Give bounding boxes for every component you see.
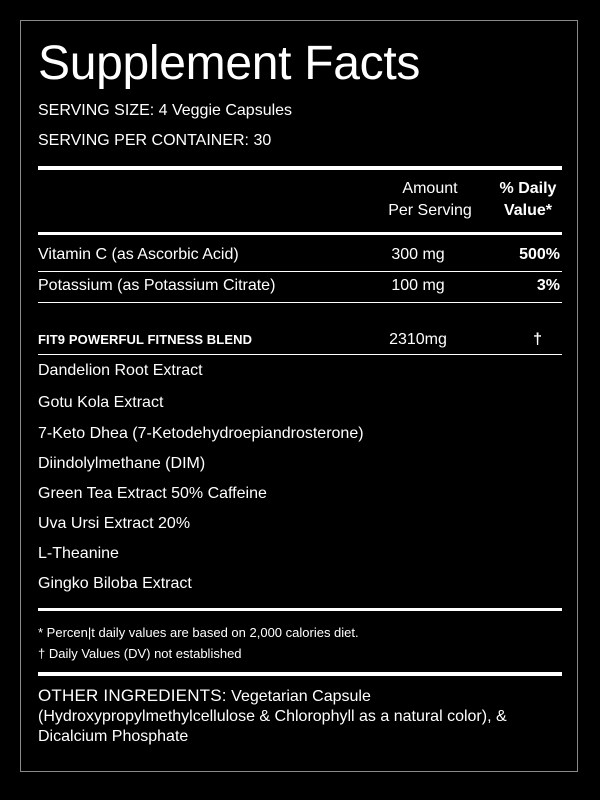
header-divider	[38, 232, 562, 235]
other-ingredients	[38, 686, 562, 747]
amount-header-line2: Per Serving	[388, 202, 472, 219]
daily-value-header-line2: Value*	[503, 202, 553, 219]
daily-value-header	[488, 178, 568, 222]
servings-per-container: SERVING PER CONTAINER: 30	[38, 132, 272, 149]
nutrient-daily-value: 3%	[536, 277, 560, 294]
blend-ingredient: Gingko Biloba Extract	[38, 575, 192, 592]
other-ingredients-divider	[38, 672, 562, 676]
blend-ingredient: L-Theanine	[38, 545, 119, 562]
blend-dagger: †	[533, 331, 542, 348]
blend-name: FIT9 POWERFUL FITNESS BLEND	[38, 332, 253, 347]
blend-ingredient: Diindolylmethane (DIM)	[38, 455, 206, 472]
other-ingredients-label: OTHER INGREDIENTS:	[38, 686, 227, 705]
blend-row	[38, 328, 562, 352]
nutrient-name: Potassium (as Potassium Citrate)	[38, 277, 276, 294]
other-ingredients-text: Vegetarian Capsule (Hydroxypropylmethylcellulose & Chlorophyll as a natural color), & Dicalcium Phosphate	[38, 688, 507, 745]
row-divider	[38, 354, 562, 355]
nutrient-row	[38, 243, 562, 267]
amount-header	[372, 178, 488, 222]
blend-ingredient: Gotu Kola Extract	[38, 394, 164, 411]
page-title: Supplement Facts	[38, 37, 421, 90]
blend-ingredient: Uva Ursi Extract 20%	[38, 515, 191, 532]
daily-value-header-line1: % Daily	[499, 180, 557, 197]
footnote-divider	[38, 608, 562, 611]
top-divider	[38, 166, 562, 170]
nutrient-amount: 300 mg	[391, 246, 445, 263]
footnote: * Percen|t daily values are based on 2,000 calories diet.	[38, 625, 359, 640]
serving-size: SERVING SIZE: 4 Veggie Capsules	[38, 102, 293, 119]
row-divider	[38, 302, 562, 303]
nutrient-row	[38, 274, 562, 298]
nutrient-name: Vitamin C (as Ascorbic Acid)	[38, 246, 239, 263]
nutrient-amount: 100 mg	[391, 277, 445, 294]
blend-ingredient: 7-Keto Dhea (7-Ketodehydroepiandrosterone)	[38, 425, 364, 442]
nutrient-daily-value: 500%	[519, 246, 560, 263]
amount-header-line1: Amount	[402, 180, 458, 197]
blend-ingredient: Dandelion Root Extract	[38, 362, 203, 379]
footnote: † Daily Values (DV) not established	[38, 646, 242, 661]
blend-amount: 2310mg	[389, 331, 447, 348]
blend-ingredient: Green Tea Extract 50% Caffeine	[38, 485, 267, 502]
row-divider	[38, 271, 562, 272]
